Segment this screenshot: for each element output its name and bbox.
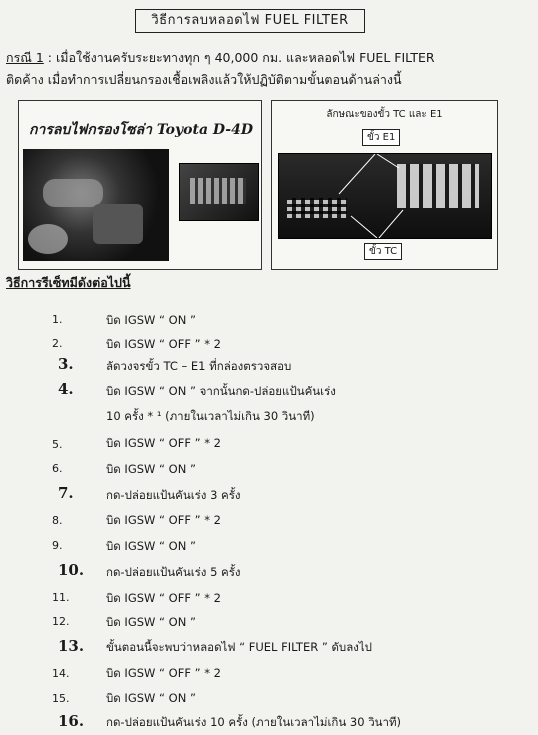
- check-box-photo: [179, 163, 259, 221]
- engine-figure-title: การลบไฟกรองโซล่า Toyota D-4D: [29, 122, 253, 138]
- step-text: บิด IGSW “ OFF ” * 2: [106, 337, 221, 351]
- step-number: 4.: [58, 380, 74, 398]
- step-text: บิด IGSW “ ON ”: [106, 615, 196, 629]
- step-number: 16.: [58, 712, 85, 730]
- step-number: 6.: [52, 462, 63, 475]
- steps-heading: วิธีการรีเซ็ทมีดังต่อไปนี้: [6, 275, 131, 290]
- step-text: บิด IGSW “ ON ”: [106, 313, 196, 327]
- terminal-pointer-lines: [279, 154, 491, 238]
- connector-figure-title: ลักษณะของขั้ว TC และ E1: [326, 109, 443, 120]
- step-number: 9.: [52, 539, 63, 552]
- step-text: กด-ปล่อยแป้นคันเร่ง 10 ครั้ง (ภายในเวลาไม่เกิน 30 วินาที): [106, 715, 402, 729]
- step-text: ลัดวงจรขั้ว TC – E1 ที่กล่องตรวจสอบ: [106, 359, 292, 373]
- step-text: บิด IGSW “ OFF ” * 2: [106, 591, 221, 605]
- intro-line-2: ติดค้าง เมื่อทำการเปลี่ยนกรองเชื้อเพลิงแล้วให้ปฏิบัติตามขั้นตอนด้านล่างนี้: [6, 72, 402, 87]
- engine-bay-photo: [23, 149, 169, 261]
- terminal-e1-label: ขั้ว E1: [362, 129, 400, 146]
- step-number: 14.: [52, 667, 70, 680]
- case-label: กรณี 1: [6, 50, 44, 65]
- step-number: 8.: [52, 514, 63, 527]
- step-text: บิด IGSW “ ON ”: [106, 462, 196, 476]
- step-number: 3.: [58, 355, 74, 373]
- intro-paragraph: [6, 47, 506, 91]
- step-text: บิด IGSW “ OFF ” * 2: [106, 666, 221, 680]
- step-text: กด-ปล่อยแป้นคันเร่ง 5 ครั้ง: [106, 565, 241, 579]
- step-number: 15.: [52, 692, 70, 705]
- step-number: 5.: [52, 438, 63, 451]
- diagnostic-connector-photo: [278, 153, 492, 239]
- intro-line-1: [6, 47, 506, 69]
- engine-figure-panel: [18, 100, 262, 270]
- step-text-continued: 10 ครั้ง * ¹ (ภายในเวลาไม่เกิน 30 วินาที): [106, 409, 315, 423]
- step-text: บิด IGSW “ ON ” จากนั้นกด-ปล่อยแป้นคันเร่ง: [106, 384, 336, 398]
- intro-line-1-text: : เมื่อใช้งานครับระยะทางทุก ๆ 40,000 กม. และหลอดไฟ FUEL FILTER: [47, 50, 435, 65]
- step-text: บิด IGSW “ OFF ” * 2: [106, 436, 221, 450]
- step-text: บิด IGSW “ ON ”: [106, 539, 196, 553]
- step-number: 13.: [58, 637, 85, 655]
- connector-figure-panel: [271, 100, 498, 270]
- step-number: 12.: [52, 615, 70, 628]
- document-title: วิธีการลบหลอดไฟ FUEL FILTER: [135, 9, 365, 33]
- step-text: กด-ปล่อยแป้นคันเร่ง 3 ครั้ง: [106, 488, 241, 502]
- step-text: ขั้นตอนนี้จะพบว่าหลอดไฟ “ FUEL FILTER ” ดับลงไป: [106, 640, 372, 654]
- step-text: บิด IGSW “ ON ”: [106, 691, 196, 705]
- step-text: บิด IGSW “ OFF ” * 2: [106, 513, 221, 527]
- terminal-tc-label: ขั้ว TC: [364, 243, 402, 260]
- step-number: 11.: [52, 591, 70, 604]
- step-number: 7.: [58, 484, 74, 502]
- step-number: 2.: [52, 337, 63, 350]
- step-number: 10.: [58, 561, 85, 579]
- step-number: 1.: [52, 313, 63, 326]
